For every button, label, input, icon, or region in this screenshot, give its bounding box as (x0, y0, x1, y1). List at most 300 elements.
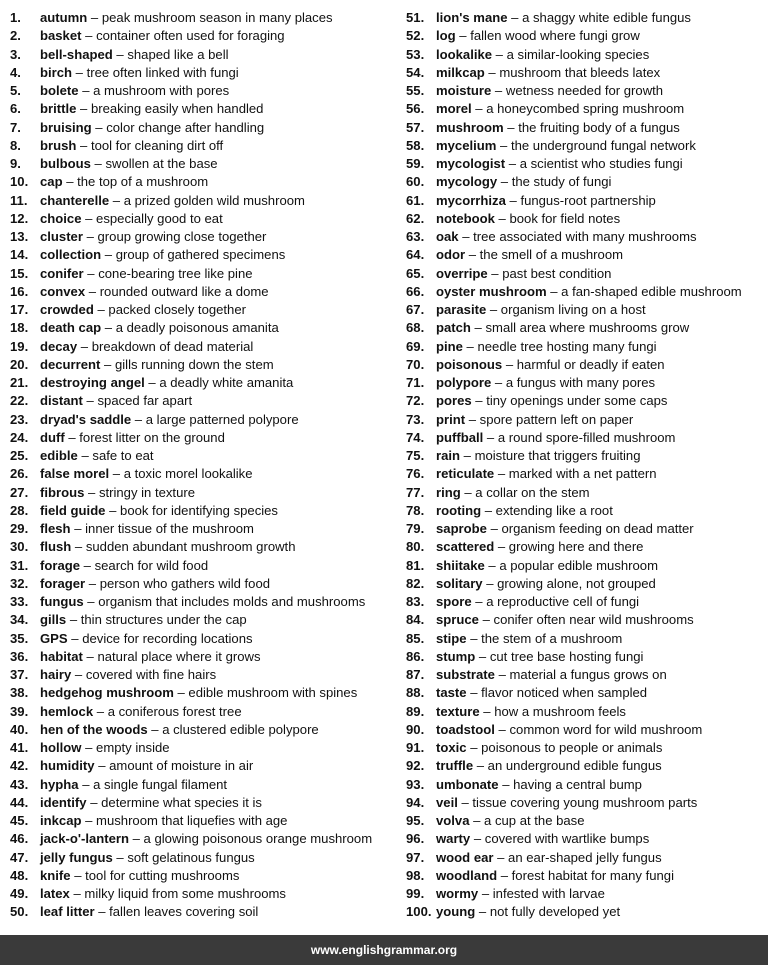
dash-separator: – (503, 119, 519, 135)
item-definition: fungus-root partnership (520, 192, 656, 208)
item-definition: breakdown of dead material (91, 338, 254, 354)
dash-separator: – (100, 356, 115, 372)
list-item (406, 228, 766, 246)
item-number: 13. (10, 229, 29, 244)
item-number: 64. (406, 247, 425, 263)
list-item (406, 411, 766, 429)
item-term: false morel (40, 466, 110, 482)
list-item (10, 867, 395, 885)
item-definition: a similar-looking species (506, 46, 650, 62)
list-item (406, 82, 766, 100)
dash-separator: – (101, 320, 116, 336)
item-number: 67. (406, 302, 425, 317)
dash-separator: – (494, 466, 509, 482)
item-definition: material a fungus grows on (509, 667, 667, 682)
list-item (406, 356, 766, 374)
list-item (406, 538, 766, 556)
item-number: 48. (10, 867, 29, 883)
item-number: 19. (10, 338, 29, 354)
item-number: 99. (406, 886, 425, 901)
item-number: 1. (10, 10, 21, 25)
dash-separator: – (494, 210, 510, 226)
dash-separator: – (471, 101, 487, 117)
item-term: overripe (436, 265, 488, 281)
list-item (406, 374, 766, 392)
item-number: 34. (10, 612, 29, 628)
list-item (10, 447, 395, 465)
item-number: 7. (10, 119, 21, 135)
item-term: chanterelle (40, 192, 110, 208)
item-number: 54. (406, 64, 425, 80)
list-item (10, 192, 395, 210)
footer-bar (0, 935, 768, 965)
item-term: flush (40, 539, 72, 555)
list-item (10, 849, 395, 867)
item-definition: gills running down the stem (114, 356, 274, 372)
item-definition: a reproductive cell of fungi (486, 594, 640, 609)
item-term: woodland (436, 867, 498, 883)
item-definition: tree associated with many mushrooms (473, 229, 697, 244)
dash-separator: – (484, 557, 500, 573)
dash-separator: – (109, 192, 124, 208)
item-term: substrate (436, 667, 495, 682)
item-definition: search for wild food (94, 557, 209, 573)
item-term: pores (436, 393, 472, 409)
item-term: oyster mushroom (436, 283, 547, 299)
item-number: 62. (406, 210, 425, 226)
item-definition: a deadly white amanita (159, 375, 294, 390)
list-item (406, 575, 766, 593)
item-term: notebook (436, 210, 495, 226)
item-definition: organism living on a host (500, 302, 646, 317)
item-term: knife (40, 867, 71, 883)
dash-separator: – (483, 429, 498, 445)
list-item (10, 484, 395, 502)
item-number: 55. (406, 83, 425, 98)
item-number: 81. (406, 557, 425, 573)
item-term: cluster (40, 229, 83, 244)
list-item (406, 46, 766, 64)
dash-separator: – (64, 429, 80, 445)
dash-separator: – (455, 28, 471, 44)
dash-separator: – (494, 667, 510, 682)
item-definition: thin structures under the cap (80, 612, 247, 628)
item-term: hemlock (40, 703, 94, 719)
list-item (406, 137, 766, 155)
list-item (406, 630, 766, 648)
item-term: mushroom (436, 119, 504, 135)
item-number: 29. (10, 521, 29, 536)
dash-separator: – (67, 630, 83, 646)
item-definition: sudden abundant mushroom growth (85, 539, 296, 555)
item-term: hypha (40, 776, 79, 792)
item-definition: wetness needed for growth (505, 83, 664, 98)
item-term: pine (436, 338, 463, 354)
dash-separator: – (475, 904, 490, 920)
list-item (10, 593, 395, 611)
item-term: convex (40, 283, 86, 299)
dash-separator: – (83, 265, 99, 281)
list-item (10, 538, 395, 556)
item-term: scattered (436, 539, 495, 555)
list-item (406, 794, 766, 812)
dash-separator: – (78, 776, 94, 792)
list-item (406, 119, 766, 137)
dash-separator: – (486, 302, 501, 317)
item-number: 61. (406, 192, 425, 208)
item-term: shiitake (436, 557, 485, 573)
item-number: 100. (406, 904, 432, 920)
dash-separator: – (471, 393, 487, 409)
dash-separator: – (80, 557, 95, 573)
item-number: 16. (10, 283, 29, 299)
item-term: death cap (40, 320, 102, 336)
dash-separator: – (94, 904, 110, 920)
dash-separator: – (460, 484, 476, 500)
item-number: 8. (10, 137, 21, 153)
item-term: moisture (436, 83, 492, 98)
item-term: field guide (40, 502, 106, 518)
list-item (406, 666, 766, 684)
list-item (406, 611, 766, 629)
dash-separator: – (86, 794, 102, 810)
item-definition: person who gathers wild food (99, 575, 271, 591)
item-number: 26. (10, 466, 29, 482)
list-item (10, 27, 395, 45)
dash-separator: – (76, 137, 91, 153)
item-definition: spaced far apart (97, 393, 193, 409)
list-item (10, 265, 395, 283)
item-number: 73. (406, 411, 425, 427)
item-term: edible (40, 448, 78, 463)
item-number: 68. (406, 320, 425, 336)
item-definition: device for recording locations (82, 630, 253, 646)
item-term: autumn (40, 10, 88, 25)
dash-separator: – (473, 758, 488, 774)
list-item (406, 210, 766, 228)
dash-separator: – (482, 575, 498, 591)
item-number: 91. (406, 740, 425, 755)
item-definition: a deadly poisonous amanita (115, 320, 279, 336)
item-number: 40. (10, 721, 29, 737)
item-number: 50. (10, 904, 29, 920)
dash-separator: – (81, 813, 97, 828)
list-item (10, 630, 395, 648)
item-definition: tool for cutting mushrooms (85, 867, 240, 883)
item-definition: a fungus with many pores (505, 375, 656, 390)
list-item (406, 776, 766, 794)
dash-separator: – (466, 685, 482, 701)
list-item (406, 757, 766, 775)
item-number: 60. (406, 174, 425, 190)
item-term: conifer (40, 265, 84, 281)
dash-separator: – (91, 119, 107, 135)
item-definition: a cup at the base (484, 813, 585, 828)
item-number: 92. (406, 758, 425, 774)
item-number: 69. (406, 338, 425, 354)
item-definition: empty inside (96, 740, 170, 755)
item-number: 95. (406, 813, 425, 828)
item-term: taste (436, 685, 467, 701)
item-term: mycologist (436, 156, 506, 171)
item-definition: spore pattern left on paper (479, 411, 634, 427)
item-number: 11. (10, 192, 28, 208)
item-term: rooting (436, 502, 482, 518)
list-item (10, 903, 395, 921)
item-number: 74. (406, 429, 425, 445)
item-term: toxic (436, 740, 467, 755)
item-number: 32. (10, 575, 29, 591)
footer-site-url: www.englishgrammar.org (310, 943, 458, 957)
item-term: humidity (40, 758, 95, 774)
item-number: 28. (10, 502, 29, 518)
item-definition: swollen at the base (105, 156, 218, 171)
item-number: 3. (10, 46, 21, 62)
dash-separator: – (72, 64, 87, 80)
item-number: 59. (406, 156, 425, 171)
item-number: 9. (10, 156, 21, 171)
item-term: hen of the woods (40, 721, 148, 737)
item-term: habitat (40, 648, 83, 664)
dash-separator: – (507, 10, 523, 25)
dash-separator: – (77, 338, 92, 354)
dash-separator: – (478, 886, 493, 901)
dash-separator: – (496, 137, 511, 153)
item-term: inkcap (40, 813, 82, 828)
list-item (10, 228, 395, 246)
item-number: 30. (10, 539, 29, 555)
list-item (10, 611, 395, 629)
item-term: fungus (40, 594, 84, 609)
item-term: patch (436, 320, 471, 336)
dash-separator: – (90, 156, 106, 171)
dash-separator: – (112, 849, 128, 865)
item-term: lookalike (436, 46, 493, 62)
item-definition: a popular edible mushroom (499, 557, 659, 573)
item-definition: growing here and there (508, 539, 644, 555)
item-definition: past best condition (502, 265, 612, 281)
item-term: duff (40, 429, 65, 445)
list-item (10, 684, 395, 702)
item-definition: tissue covering young mushroom parts (472, 794, 698, 810)
list-item (10, 465, 395, 483)
item-term: hairy (40, 667, 72, 682)
item-definition: the underground fungal network (510, 137, 696, 153)
item-definition: color change after handling (106, 119, 265, 135)
dash-separator: – (147, 721, 163, 737)
list-item (406, 703, 766, 721)
item-term: toadstool (436, 721, 495, 737)
list-item (10, 301, 395, 319)
dash-separator: – (465, 411, 480, 427)
item-term: volva (436, 813, 470, 828)
item-term: solitary (436, 575, 483, 591)
item-term: mycorrhiza (436, 192, 506, 208)
dash-separator: – (83, 594, 99, 609)
item-definition: poisonous to people or animals (481, 740, 663, 755)
list-item (406, 319, 766, 337)
item-number: 31. (10, 557, 29, 573)
dash-separator: – (491, 83, 506, 98)
item-term: log (436, 28, 456, 44)
dash-separator: – (458, 229, 474, 244)
item-term: decay (40, 338, 78, 354)
item-definition: the fruiting body of a fungus (518, 119, 680, 135)
dash-separator: – (469, 813, 485, 828)
list-item (10, 520, 395, 538)
item-definition: a collar on the stem (475, 484, 590, 500)
item-term: print (436, 411, 466, 427)
item-definition: how a mushroom feels (494, 703, 626, 719)
item-definition: having a central bump (513, 776, 642, 792)
item-term: hedgehog mushroom (40, 685, 174, 701)
item-term: crowded (40, 302, 94, 317)
item-term: puffball (436, 429, 484, 445)
dash-separator: – (462, 338, 478, 354)
item-definition: a large patterned polypore (145, 411, 299, 427)
item-definition: small area where mushrooms grow (485, 320, 690, 336)
list-item (406, 648, 766, 666)
list-item (10, 119, 395, 137)
list-item (10, 557, 395, 575)
list-item (406, 392, 766, 410)
right-column (406, 9, 766, 922)
item-term: stipe (436, 630, 467, 646)
list-item (10, 283, 395, 301)
item-number: 43. (10, 776, 29, 792)
item-term: wood ear (436, 849, 494, 865)
item-term: mycology (436, 174, 498, 190)
item-definition: a mushroom with pores (93, 83, 230, 98)
item-number: 97. (406, 849, 425, 865)
item-term: lion's mane (436, 10, 508, 25)
item-term: destroying angel (40, 375, 145, 390)
item-definition: forest habitat for many fungi (511, 867, 674, 883)
dash-separator: – (491, 375, 506, 390)
list-item (406, 593, 766, 611)
item-number: 85. (406, 630, 425, 646)
dash-separator: – (94, 758, 110, 774)
left-column (10, 9, 395, 922)
item-definition: group of gathered specimens (115, 247, 286, 263)
item-definition: not fully developed yet (489, 904, 621, 920)
item-definition: a clustered edible polypore (162, 721, 319, 737)
item-number: 66. (406, 283, 425, 299)
list-item (10, 82, 395, 100)
list-item (10, 830, 395, 848)
dash-separator: – (93, 302, 109, 317)
dash-separator: – (70, 867, 86, 883)
dash-separator: – (131, 411, 146, 427)
dash-separator: – (85, 575, 100, 591)
item-term: veil (436, 794, 458, 810)
item-term: bulbous (40, 156, 91, 171)
list-item (406, 155, 766, 173)
dash-separator: – (173, 685, 189, 701)
item-number: 83. (406, 594, 425, 609)
item-term: brush (40, 137, 77, 153)
item-term: saprobe (436, 521, 487, 536)
list-item (406, 885, 766, 903)
list-item (406, 721, 766, 739)
item-term: brittle (40, 101, 77, 117)
item-definition: a prized golden wild mushroom (123, 192, 305, 208)
item-number: 47. (10, 849, 29, 865)
dash-separator: – (66, 612, 81, 628)
item-term: bell-shaped (40, 46, 113, 62)
item-number: 41. (10, 740, 29, 755)
list-item (406, 484, 766, 502)
dash-separator: – (70, 521, 86, 536)
dash-separator: – (84, 484, 99, 500)
dash-separator: – (81, 28, 97, 44)
list-item (406, 64, 766, 82)
item-definition: breaking easily when handled (90, 101, 264, 117)
item-number: 35. (10, 630, 29, 646)
item-definition: an underground edible fungus (487, 758, 662, 774)
dash-separator: – (494, 539, 509, 555)
item-definition: the top of a mushroom (77, 174, 209, 190)
list-item (10, 739, 395, 757)
list-item (10, 411, 395, 429)
item-term: distant (40, 393, 83, 409)
item-number: 5. (10, 83, 21, 98)
dash-separator: – (484, 64, 500, 80)
item-definition: the stem of a mushroom (481, 630, 623, 646)
list-item (406, 830, 766, 848)
item-term: warty (436, 831, 471, 847)
item-definition: extending like a root (495, 502, 613, 518)
item-definition: determine what species it is (101, 794, 262, 810)
list-item (406, 100, 766, 118)
dash-separator: – (486, 521, 502, 536)
list-item (406, 867, 766, 885)
list-item (10, 319, 395, 337)
item-number: 37. (10, 667, 29, 682)
list-item (406, 520, 766, 538)
list-item (406, 283, 766, 301)
dash-separator: – (470, 831, 485, 847)
item-number: 44. (10, 794, 29, 810)
list-item (10, 812, 395, 830)
item-number: 17. (10, 302, 29, 317)
item-definition: natural place where it grows (97, 648, 261, 664)
dash-separator: – (493, 849, 509, 865)
item-number: 2. (10, 28, 21, 44)
item-number: 57. (406, 119, 425, 135)
item-number: 56. (406, 101, 425, 117)
item-term: poisonous (436, 356, 503, 372)
item-number: 89. (406, 703, 425, 719)
list-item (10, 885, 395, 903)
dash-separator: – (112, 46, 128, 62)
item-term: milkcap (436, 64, 485, 80)
item-number: 80. (406, 539, 425, 555)
item-definition: stringy in texture (98, 484, 195, 500)
item-definition: growing alone, not grouped (497, 575, 656, 591)
item-term: GPS (40, 630, 68, 646)
dash-separator: – (105, 502, 121, 518)
dash-separator: – (497, 174, 512, 190)
list-item (10, 246, 395, 264)
item-term: jack-o'-lantern (40, 831, 129, 847)
item-number: 96. (406, 831, 425, 847)
dash-separator: – (494, 721, 510, 737)
item-definition: a scientist who studies fungi (519, 156, 683, 171)
item-definition: mushroom that bleeds latex (499, 64, 661, 80)
item-term: reticulate (436, 466, 495, 482)
list-item (10, 100, 395, 118)
